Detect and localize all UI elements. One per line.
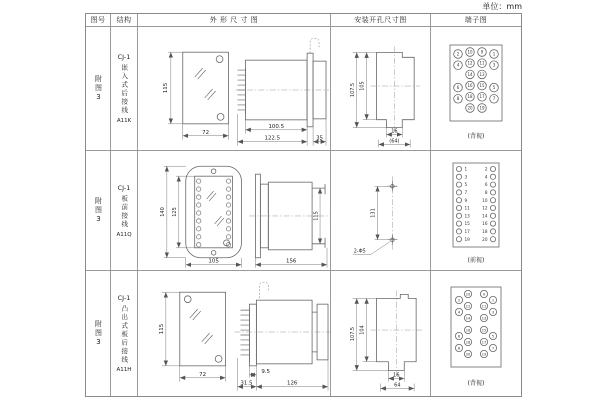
relay-front-view bbox=[180, 292, 226, 366]
terminal-number: 14 bbox=[482, 213, 488, 219]
spec-table bbox=[85, 13, 522, 397]
terminal-circle bbox=[490, 182, 495, 187]
terminal-circle bbox=[456, 229, 461, 234]
dim-plate-height: 140 bbox=[159, 206, 166, 217]
terminal-number: 7 bbox=[464, 190, 468, 195]
mount-hole-bottom bbox=[211, 250, 216, 255]
terminal-number: 20 bbox=[465, 352, 471, 357]
terminal-circle bbox=[456, 182, 461, 187]
terminal-number: 13 bbox=[464, 213, 470, 219]
dim-plate-width: 105 bbox=[208, 258, 219, 265]
dim-slot-width: 16 bbox=[393, 372, 400, 379]
install-drawing-row2 bbox=[331, 151, 431, 271]
code-label: A11K bbox=[116, 118, 132, 124]
fig-no-row1: 附图3 bbox=[86, 27, 111, 151]
terminal-number: 3 bbox=[492, 62, 496, 68]
terminal-number: 18 bbox=[482, 229, 488, 234]
terminal-number: 3 bbox=[464, 174, 468, 180]
terminal-number: 16 bbox=[482, 221, 488, 227]
header-outline: 外 形 尺 寸 图 bbox=[138, 14, 331, 27]
mount-label: 嵌入式后接线 bbox=[120, 64, 129, 115]
relay-front-plate bbox=[186, 166, 242, 258]
terminal-number: 4 bbox=[484, 174, 488, 180]
terminal-number: 10 bbox=[482, 197, 488, 203]
handle-hook bbox=[310, 38, 319, 53]
model-label: CJ-1 bbox=[117, 53, 131, 61]
unit-label: 单位：mm bbox=[482, 2, 522, 11]
terminal-number: 8 bbox=[457, 346, 461, 351]
terminal-number: 10 bbox=[467, 49, 473, 55]
terminal-circle bbox=[490, 205, 495, 210]
terminal-pins bbox=[237, 68, 245, 114]
terminal-number: 4 bbox=[456, 62, 460, 68]
header-fig-no: 图号 bbox=[86, 14, 111, 27]
terminal-number: 15 bbox=[464, 221, 470, 227]
terminal-circle bbox=[490, 166, 495, 171]
dim-cutout-inner: 104 bbox=[359, 324, 366, 335]
terminal-number: 8 bbox=[456, 96, 460, 102]
terminal-svg-row1 bbox=[431, 37, 521, 129]
outline-svg-row3 bbox=[138, 274, 330, 394]
mount-hole-top bbox=[211, 168, 216, 173]
terminal-number: 1 bbox=[492, 51, 496, 57]
hole-callout: 2-Φ5 bbox=[353, 248, 366, 255]
terminal-number: 5 bbox=[492, 85, 496, 91]
install-svg-row2 bbox=[331, 154, 430, 268]
screw-hole bbox=[184, 295, 191, 302]
terminal-cell-row1 bbox=[431, 27, 521, 151]
terminal-circle bbox=[456, 221, 461, 226]
dim-cutout-outer: 107.5 bbox=[349, 82, 356, 97]
terminal-svg-row2 bbox=[431, 157, 521, 253]
terminal-number: 17 bbox=[481, 340, 487, 345]
mount-plate bbox=[249, 304, 256, 366]
hatch-mark bbox=[195, 68, 206, 79]
install-svg-row3 bbox=[331, 274, 430, 394]
hatch-mark bbox=[205, 89, 216, 100]
terminal-circle bbox=[490, 190, 495, 195]
terminal-number: 5 bbox=[491, 334, 495, 339]
terminal-number: 10 bbox=[465, 292, 471, 297]
terminal-view-label: (背视) bbox=[467, 380, 485, 387]
terminal-number: 17 bbox=[479, 94, 485, 100]
dim-front-depth: 31.5 bbox=[240, 380, 253, 387]
dim-side-height: 115 bbox=[313, 210, 320, 221]
terminal-number: 4 bbox=[457, 310, 461, 315]
terminal-number: 13 bbox=[479, 71, 485, 77]
dim-pin-depth: 9.5 bbox=[261, 368, 271, 375]
hatch-mark bbox=[215, 215, 224, 225]
terminal-number: 17 bbox=[464, 229, 470, 234]
code-label: A11H bbox=[116, 367, 132, 374]
mount-label: 凸出式板后接线 bbox=[120, 304, 129, 365]
install-svg-row1 bbox=[331, 30, 430, 148]
terminal-screws bbox=[196, 178, 230, 246]
terminal-circle bbox=[490, 198, 495, 203]
outline-svg-row2 bbox=[138, 154, 330, 268]
terminal-number: 6 bbox=[484, 182, 488, 188]
terminal-number: 5 bbox=[464, 182, 468, 188]
terminal-cell-row2 bbox=[431, 151, 521, 271]
terminal-number: 11 bbox=[479, 60, 485, 66]
install-drawing-row1 bbox=[331, 27, 431, 151]
terminal-number: 11 bbox=[481, 304, 487, 309]
terminal-number: 2 bbox=[457, 298, 461, 303]
terminal-number: 2 bbox=[456, 51, 460, 57]
dim-front-width: 72 bbox=[199, 371, 207, 378]
terminal-circle bbox=[490, 174, 495, 179]
outline-drawing-row1 bbox=[138, 27, 331, 151]
structure-row3 bbox=[111, 271, 138, 396]
terminal-number: 15 bbox=[481, 328, 487, 333]
terminal-number: 7 bbox=[491, 346, 495, 351]
structure-row1 bbox=[111, 27, 138, 151]
outline-drawing-row3 bbox=[138, 271, 331, 396]
terminal-number: 3 bbox=[491, 310, 495, 315]
model-label: CJ-1 bbox=[117, 183, 131, 192]
terminal-number: 6 bbox=[457, 334, 461, 339]
screw-hole bbox=[216, 55, 223, 62]
fig-no-row2: 附图3 bbox=[86, 151, 111, 271]
terminal-cell-row3 bbox=[431, 271, 521, 396]
terminal-number: 19 bbox=[481, 352, 487, 357]
dim-body-depth: 100.5 bbox=[268, 123, 285, 130]
install-drawing-row3 bbox=[331, 271, 431, 396]
terminal-number: 16 bbox=[467, 83, 473, 89]
terminal-number: 7 bbox=[492, 96, 496, 102]
fig-no-row3: 附图3 bbox=[86, 271, 111, 396]
dim-front-height: 115 bbox=[158, 323, 165, 334]
terminal-circle bbox=[490, 229, 495, 234]
terminal-number: 18 bbox=[467, 94, 473, 100]
dim-body-depth: 156 bbox=[285, 258, 297, 265]
header-install: 安装开孔尺寸图 bbox=[331, 14, 431, 27]
hatch-mark bbox=[190, 309, 201, 320]
terminal-number: 14 bbox=[467, 71, 473, 77]
terminal-number: 8 bbox=[484, 190, 488, 195]
model-label: CJ-1 bbox=[117, 293, 131, 302]
terminal-view-label: (背视) bbox=[467, 133, 485, 140]
outline-drawing-row2 bbox=[138, 151, 331, 271]
hatch-mark bbox=[207, 191, 216, 201]
mount-label: 板前接线 bbox=[120, 194, 129, 229]
terminal-pins bbox=[240, 308, 249, 362]
terminal-number: 20 bbox=[467, 105, 473, 111]
screw-hole bbox=[217, 113, 224, 120]
terminal-circle bbox=[456, 174, 461, 179]
terminal-circle bbox=[490, 221, 495, 226]
structure-row2 bbox=[111, 151, 138, 271]
dim-span-width: 64 bbox=[394, 381, 401, 388]
terminal-number: 9 bbox=[480, 49, 484, 55]
header-structure: 结构 bbox=[111, 14, 138, 27]
header-terminal: 端子图 bbox=[431, 14, 521, 27]
terminal-number: 1 bbox=[464, 166, 468, 172]
terminal-circle bbox=[456, 190, 461, 195]
dim-cutout-inner: 105 bbox=[359, 80, 366, 91]
terminal-number: 16 bbox=[465, 328, 471, 333]
terminal-circle bbox=[456, 213, 461, 218]
terminal-number: 12 bbox=[465, 304, 471, 309]
terminal-number: 9 bbox=[464, 197, 468, 203]
dim-window-height: 125 bbox=[171, 206, 178, 217]
terminal-svg-row3 bbox=[431, 280, 521, 376]
terminal-number: 1 bbox=[491, 298, 495, 303]
terminal-number: 12 bbox=[482, 205, 488, 211]
terminal-circle bbox=[456, 237, 461, 242]
terminal-number: 19 bbox=[479, 105, 485, 111]
terminal-circle bbox=[456, 205, 461, 210]
terminal-number: 6 bbox=[456, 85, 460, 91]
dim-rear-depth: 35 bbox=[316, 135, 324, 142]
dim-span-width: (64) bbox=[389, 137, 400, 144]
screw-hole bbox=[215, 355, 222, 362]
terminal-number: 13 bbox=[481, 316, 487, 321]
dim-front-width: 72 bbox=[202, 129, 210, 136]
dim-front-height: 115 bbox=[162, 82, 169, 93]
terminal-number: 14 bbox=[465, 316, 471, 321]
terminal-number: 2 bbox=[484, 166, 488, 172]
dim-body-depth: 126 bbox=[286, 380, 298, 387]
terminal-circle bbox=[490, 213, 495, 218]
dim-overall-depth: 122.5 bbox=[264, 135, 281, 142]
terminal-number: 18 bbox=[465, 340, 471, 345]
terminal-number: 12 bbox=[467, 60, 473, 66]
cutout-profile bbox=[377, 52, 415, 127]
terminal-view-label: (前视) bbox=[467, 257, 485, 264]
dim-slot-width: 16 bbox=[391, 128, 398, 135]
terminal-circle bbox=[456, 166, 461, 171]
dim-cutout-outer: 107.5 bbox=[349, 326, 356, 341]
handle-hook bbox=[259, 282, 268, 298]
terminal-number: 19 bbox=[464, 236, 470, 242]
code-label: A11Q bbox=[116, 231, 132, 238]
dim-hole-pitch: 131 bbox=[370, 207, 377, 218]
terminal-circle bbox=[490, 237, 495, 242]
terminal-number: 20 bbox=[482, 236, 488, 242]
terminal-number: 11 bbox=[464, 205, 470, 211]
outline-svg-row1 bbox=[138, 30, 330, 148]
hatch-mark bbox=[202, 333, 213, 344]
terminal-number: 9 bbox=[482, 292, 486, 297]
terminal-number: 15 bbox=[479, 83, 485, 89]
relay-front-view bbox=[183, 52, 229, 124]
terminal-circle bbox=[456, 198, 461, 203]
terminal-block-outline bbox=[453, 163, 499, 247]
